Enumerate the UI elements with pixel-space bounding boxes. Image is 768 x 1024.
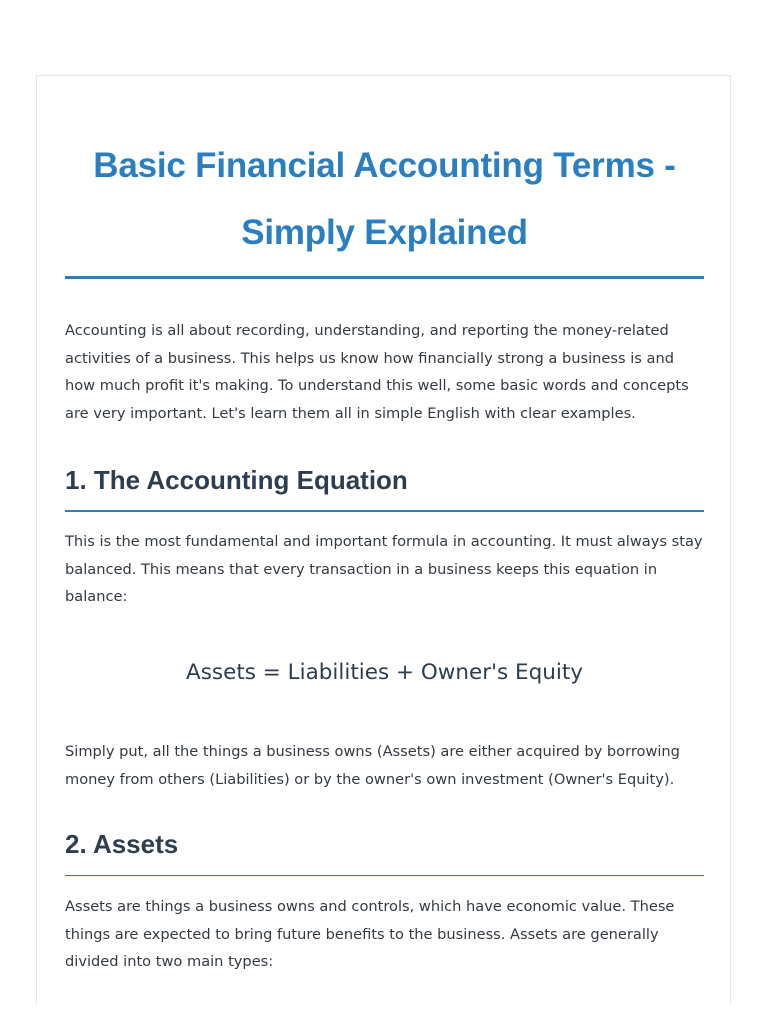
accounting-equation-formula: Assets = Liabilities + Owner's Equity — [186, 660, 583, 685]
accounting-equation-explanation: Simply put, all the things a business owns (Assets) are either acquired by borrowing money from others (Liabilities) or by the owner's own investment (Owner's Equity). — [65, 743, 680, 788]
article-card — [36, 75, 731, 1005]
section-divider-accounting-equation — [65, 510, 704, 512]
title-divider — [65, 276, 704, 279]
assets-paragraph: Assets are things a business owns and controls, which have economic value. These things are expected to bring future benefits to the business. Assets are generally divided into two main types: — [65, 898, 675, 970]
section-divider-assets — [65, 875, 704, 876]
intro-paragraph: Accounting is all about recording, understanding, and reporting the money-related activities of a business. This helps us know how financially strong a business is and how much profit it's making. To understand this well, some basic words and concepts are very important. Let's learn them all in simple English with clear examples. — [65, 322, 689, 422]
article-title: Basic Financial Accounting Terms - Simply Explained — [93, 146, 676, 252]
section-heading-accounting-equation: 1. The Accounting Equation — [65, 465, 408, 495]
accounting-equation-paragraph: This is the most fundamental and important formula in accounting. It must always stay balanced. This means that every transaction in a business keeps this equation in balance: — [65, 533, 703, 605]
section-heading-assets: 2. Assets — [65, 829, 179, 859]
